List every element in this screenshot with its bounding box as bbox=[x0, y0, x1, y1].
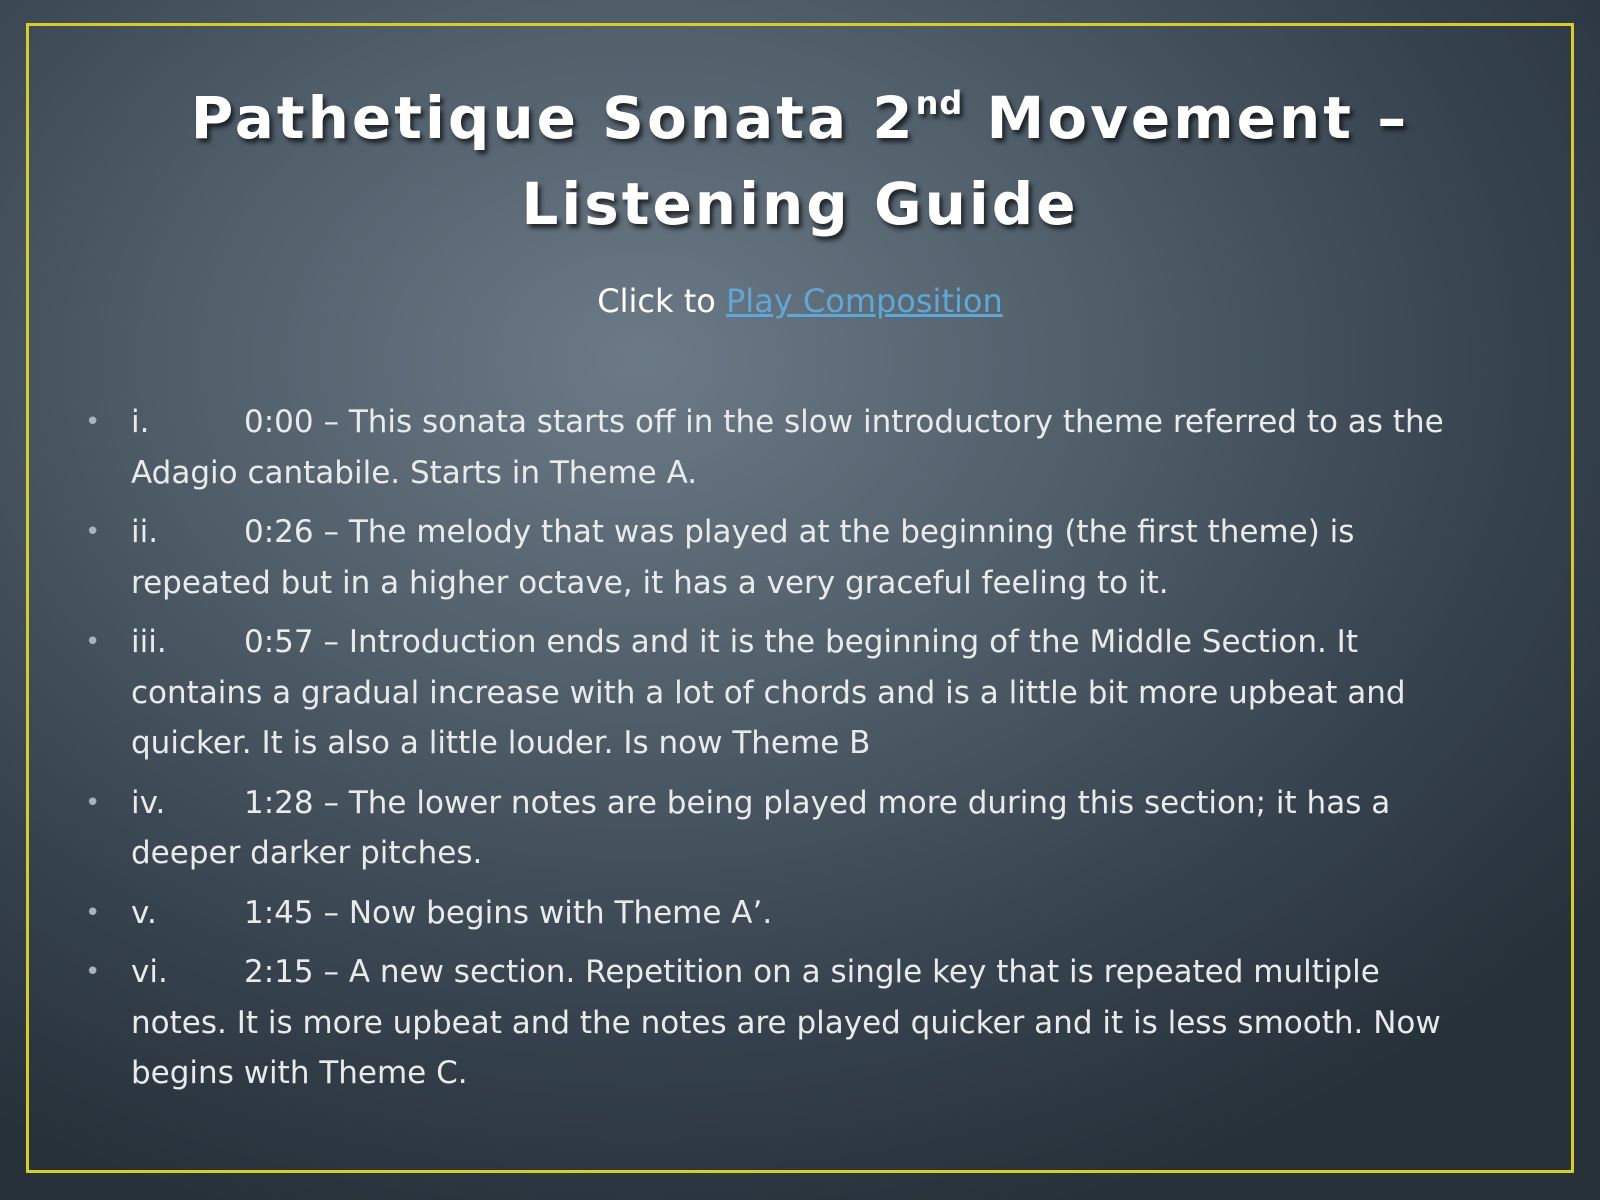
list-item bbox=[85, 397, 1485, 498]
item-number: i. bbox=[131, 404, 150, 440]
play-composition-link[interactable]: Play Composition bbox=[725, 282, 1003, 320]
item-text: 2:15 – A new section. Repetition on a single key that is repeated multiple notes. It is more upbeat and the notes are played quicker and it is less smooth. Now begins with Theme C. bbox=[131, 954, 1441, 1091]
item-text: 1:28 – The lower notes are being played more during this section; it has a deeper darker pitches. bbox=[131, 784, 1391, 871]
slide-title bbox=[60, 75, 1540, 247]
play-prompt-text: Click to bbox=[597, 282, 726, 320]
item-number: vi. bbox=[131, 954, 168, 990]
bullet-icon: • bbox=[85, 407, 101, 437]
list-item bbox=[85, 507, 1485, 608]
list-item bbox=[85, 617, 1485, 769]
listening-guide-list bbox=[85, 397, 1485, 1108]
item-number: v. bbox=[131, 894, 157, 931]
list-item bbox=[85, 888, 1485, 939]
list-item bbox=[85, 778, 1485, 879]
bullet-icon: • bbox=[85, 897, 101, 928]
item-number: iii. bbox=[131, 624, 167, 660]
bullet-icon: • bbox=[85, 517, 101, 547]
title-rest: Movement – Listening Guide bbox=[521, 84, 1410, 238]
bullet-icon: • bbox=[85, 787, 101, 818]
item-text: 0:00 – This sonata starts off in the slow introductory theme referred to as the Adagio cantabile. Starts in Theme A. bbox=[131, 404, 1444, 491]
title-superscript: nd bbox=[915, 84, 964, 122]
item-number: ii. bbox=[131, 514, 159, 550]
item-text: 0:26 – The melody that was played at the beginning (the first theme) is repeated but in a higher octave, it has a very graceful feeling to it. bbox=[131, 514, 1355, 601]
title-main: Pathetique Sonata 2 bbox=[190, 84, 916, 152]
play-prompt bbox=[0, 278, 1600, 324]
item-text: 1:45 – Now begins with Theme A’. bbox=[244, 894, 773, 931]
item-text: 0:57 – Introduction ends and it is the beginning of the Middle Section. It contains a gradual increase with a lot of chords and is a little bit more upbeat and quicker. It is also a little louder. Is now Theme B bbox=[131, 624, 1406, 761]
list-item bbox=[85, 947, 1485, 1099]
item-number: iv. bbox=[131, 784, 166, 821]
bullet-icon: • bbox=[85, 627, 101, 657]
bullet-icon: • bbox=[85, 957, 101, 987]
